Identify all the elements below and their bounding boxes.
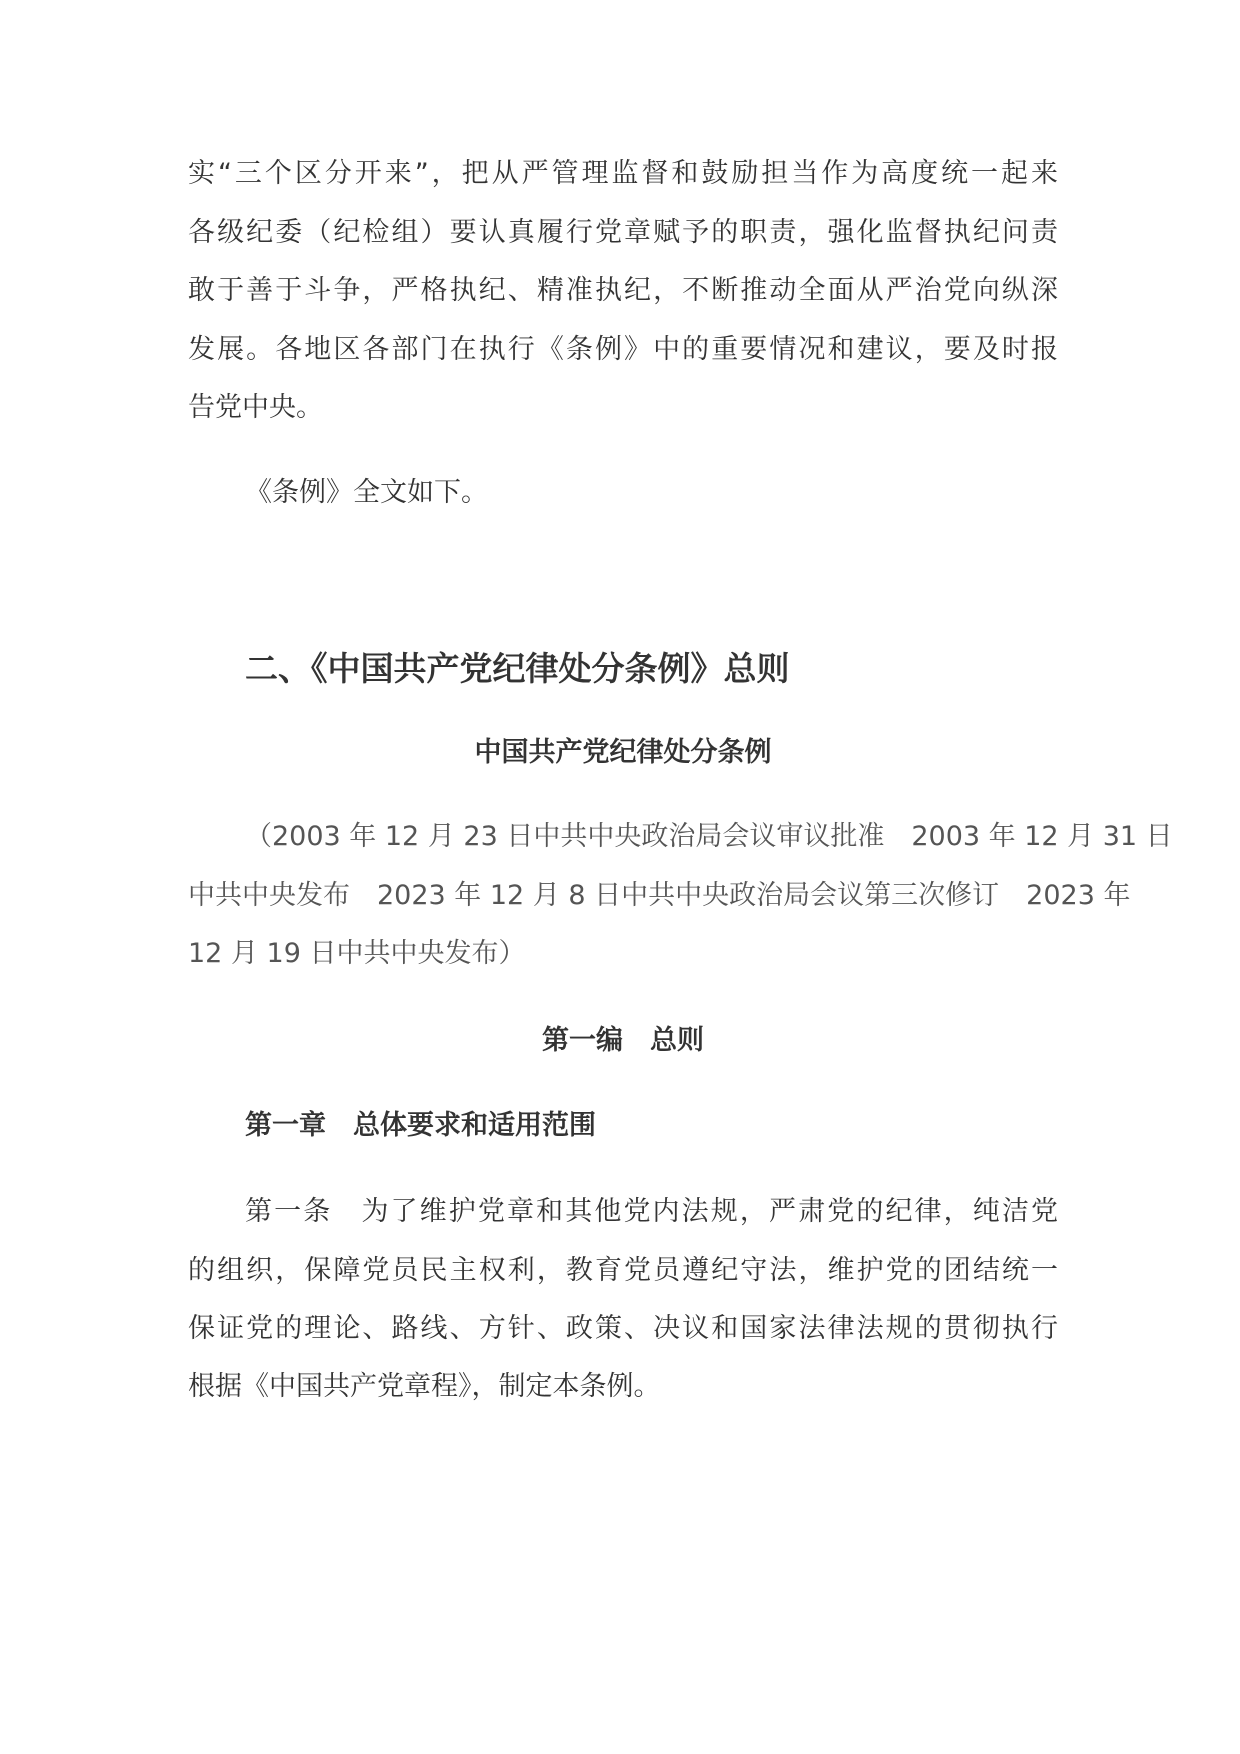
history-line-1: （2003 年 12 月 23 日中共中央政治局会议审议批准 2003 年 12 月 31 日 bbox=[245, 821, 1173, 852]
fulltext-note: 《条例》全文如下。 bbox=[245, 477, 488, 508]
section-heading: 二、《中国共产党纪律处分条例》总则 bbox=[245, 649, 790, 688]
intro-line-4: 发展。各地区各部门在执行《条例》中的重要情况和建议，要及时报 bbox=[188, 334, 1058, 365]
history-line-3: 12 月 19 日中共中央发布） bbox=[188, 938, 526, 969]
article-one-line-1: 第一条 为了维护党章和其他党内法规，严肃党的纪律，纯洁党 bbox=[245, 1196, 1058, 1227]
article-one-line-4: 根据《中国共产党章程》，制定本条例。 bbox=[188, 1371, 661, 1402]
article-one-line-2: 的组织，保障党员民主权利，教育党员遵纪守法，维护党的团结统一 bbox=[188, 1255, 1058, 1286]
chapter-title: 第一章 总体要求和适用范围 bbox=[245, 1110, 596, 1141]
part-title: 第一编 总则 bbox=[542, 1025, 704, 1056]
document-title: 中国共产党纪律处分条例 bbox=[474, 737, 772, 768]
intro-line-2: 各级纪委（纪检组）要认真履行党章赋予的职责，强化监督执纪问责 bbox=[188, 217, 1058, 248]
history-line-2: 中共中央发布 2023 年 12 月 8 日中共中央政治局会议第三次修订 2023 年 bbox=[188, 880, 1131, 911]
intro-line-1: 实“三个区分开来”，把从严管理监督和鼓励担当作为高度统一起来 bbox=[188, 158, 1058, 189]
article-one-line-3: 保证党的理论、路线、方针、政策、决议和国家法律法规的贯彻执行 bbox=[188, 1313, 1058, 1344]
intro-line-3: 敢于善于斗争，严格执纪、精准执纪，不断推动全面从严治党向纵深 bbox=[188, 275, 1058, 306]
intro-line-5: 告党中央。 bbox=[188, 392, 323, 423]
